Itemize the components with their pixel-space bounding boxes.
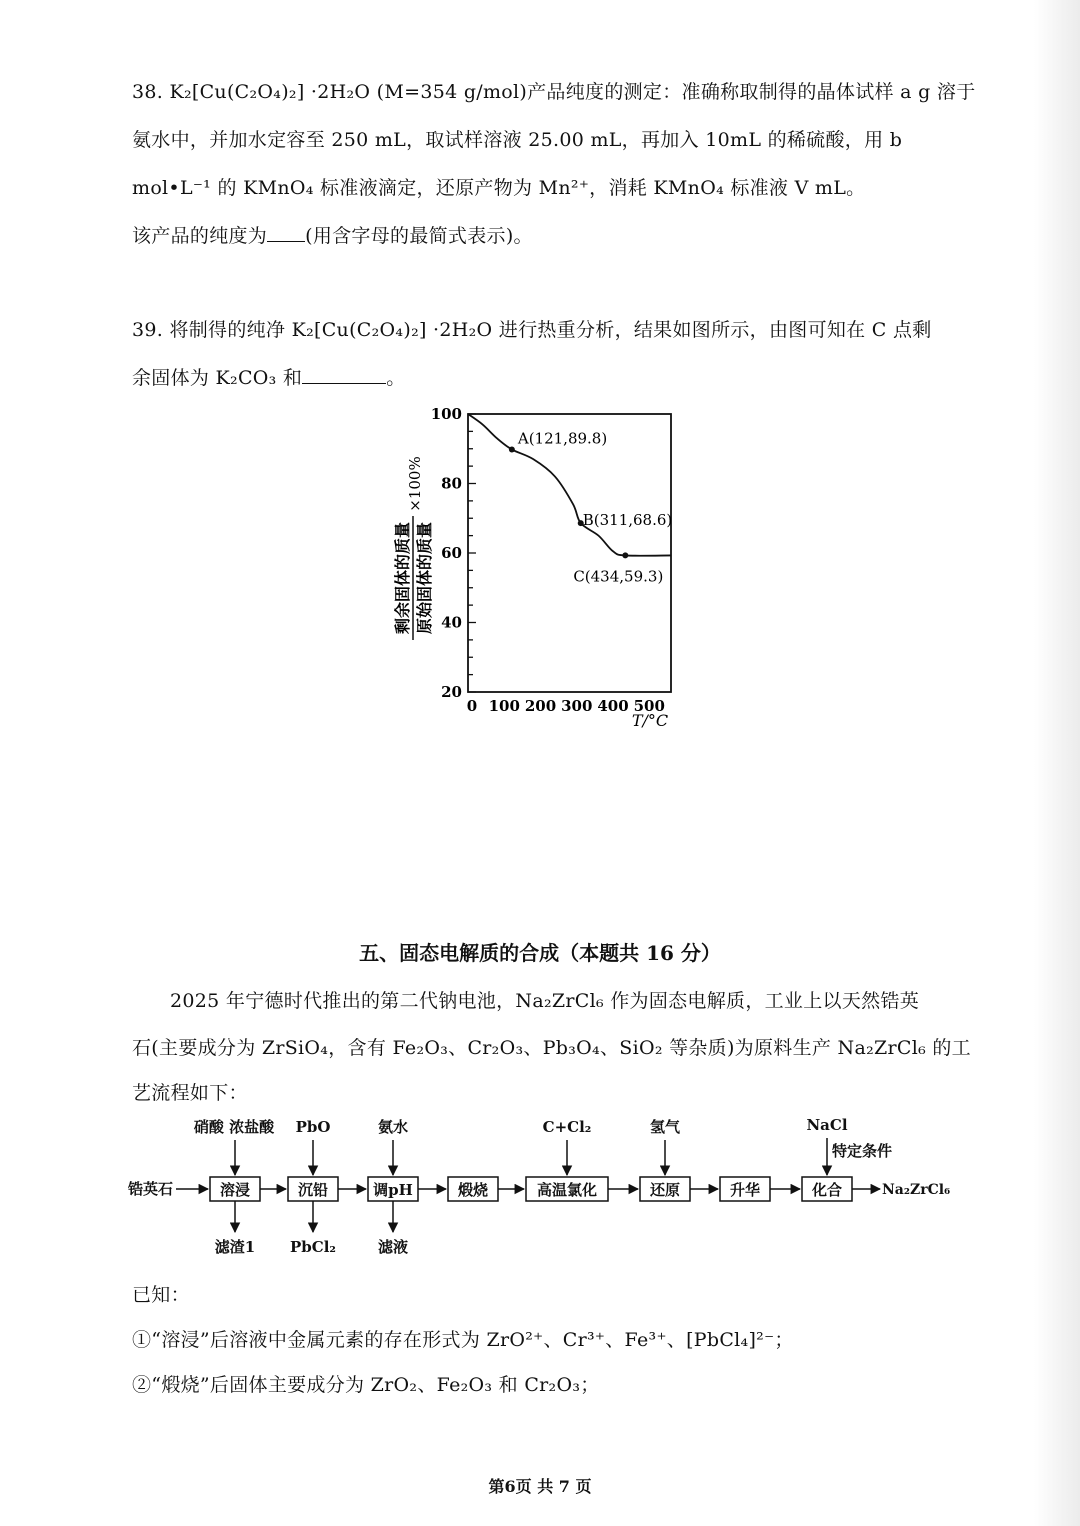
known-title: 已知： bbox=[132, 1284, 190, 1306]
output-pbcl2: PbCl₂ bbox=[290, 1238, 336, 1256]
step-calcine: 煅烧 bbox=[457, 1181, 489, 1199]
step-reduce: 还原 bbox=[649, 1181, 681, 1199]
y-tick-label: 60 bbox=[441, 544, 462, 562]
y-tick-labels bbox=[431, 405, 462, 701]
q38-line3: mol•L⁻¹ 的 KMnO₄ 标准液滴定，还原产物为 Mn²⁺，消耗 KMnO₄ 标准液 V mL。 bbox=[132, 177, 866, 199]
known-2: ②“煅烧”后固体主要成分为 ZrO₂、Fe₂O₃ 和 Cr₂O₃； bbox=[132, 1374, 600, 1396]
x-tick-label: 0 bbox=[466, 697, 478, 715]
section5-intro2: 石(主要成分为 ZrSiO₄，含有 Fe₂O₃、Cr₂O₃、Pb₃O₄、SiO₂ 等杂质)为原料生产 Na₂ZrCl₆ 的工 bbox=[132, 1037, 971, 1059]
input-pbo: PbO bbox=[295, 1118, 331, 1136]
y-axis-label-suffix: ×100% bbox=[406, 456, 424, 512]
page-footer: 第6页 共 7 页 bbox=[488, 1477, 592, 1496]
input-acids: 硝酸 浓盐酸 bbox=[193, 1118, 275, 1136]
point-label: C(434,59.3) bbox=[573, 567, 664, 586]
input-nacl: NaCl bbox=[806, 1116, 848, 1134]
point-labels bbox=[517, 429, 672, 585]
flow-start: 锆英石 bbox=[128, 1180, 174, 1198]
y-tick-label: 80 bbox=[441, 474, 462, 493]
thermogravimetric-chart bbox=[380, 400, 700, 740]
q38-line4 bbox=[132, 221, 533, 248]
q39-line2 bbox=[132, 363, 406, 390]
x-tick-label: 400 bbox=[597, 697, 629, 715]
output-residue1: 滤渣1 bbox=[214, 1238, 256, 1256]
step-lead-precip: 沉铅 bbox=[297, 1181, 329, 1199]
step-chlorinate: 高温氯化 bbox=[536, 1181, 598, 1199]
section5-heading: 五、固态电解质的合成（本题共 16 分） bbox=[359, 941, 721, 965]
data-point bbox=[622, 552, 628, 558]
q39-line2-a: 余固体为 K₂CO₃ 和 bbox=[132, 367, 303, 389]
x-axis-label: T/°C bbox=[631, 711, 669, 730]
flow-product: Na₂ZrCl₆ bbox=[882, 1182, 951, 1198]
x-tick-label: 300 bbox=[561, 697, 593, 715]
chart-frame bbox=[468, 414, 671, 692]
chart-ticks bbox=[468, 414, 476, 692]
input-ammonia: 氨水 bbox=[377, 1118, 409, 1136]
q39-line1: 39. 将制得的纯净 K₂[Cu(C₂O₄)₂] ·2H₂O 进行热重分析，结果如图所示，由图可知在 C 点剩 bbox=[132, 319, 932, 341]
data-point bbox=[509, 446, 515, 452]
q39-line2-b: 。 bbox=[386, 367, 406, 389]
x-tick-label: 500 bbox=[633, 697, 665, 715]
y-tick-label: 20 bbox=[441, 683, 462, 701]
page-edge-shadow bbox=[1034, 0, 1080, 1526]
known-1: ①“溶浸”后溶液中金属元素的存在形式为 ZrO²⁺、Cr³⁺、Fe³⁺、[PbCl₄]²⁻； bbox=[132, 1329, 794, 1351]
x-tick-label: 200 bbox=[524, 697, 557, 715]
q38-line2: 氨水中，并加水定容至 250 mL，取试样溶液 25.00 mL，再加入 10mL 的稀硫酸，用 b bbox=[132, 129, 903, 151]
process-flow-diagram bbox=[120, 1112, 960, 1262]
section5-intro3: 艺流程如下： bbox=[132, 1082, 248, 1104]
input-condition: 特定条件 bbox=[832, 1142, 893, 1160]
q38-answer-blank[interactable] bbox=[267, 225, 305, 242]
point-label: B(311,68.6) bbox=[582, 511, 673, 530]
y-axis-label-denominator: 原始固体的质量 bbox=[415, 521, 434, 635]
x-tick-label: 100 bbox=[488, 697, 520, 715]
y-axis-label bbox=[393, 456, 434, 640]
q38-line4-a: 该产品的纯度为 bbox=[132, 225, 268, 247]
data-points bbox=[509, 446, 628, 558]
step-combine: 化合 bbox=[811, 1181, 843, 1199]
step-dissolve: 溶浸 bbox=[219, 1181, 251, 1199]
q38-line1: 38. K₂[Cu(C₂O₄)₂] ·2H₂O (M=354 g/mol)产品纯度的测定：准确称取制得的晶体试样 a g 溶于 bbox=[132, 81, 976, 103]
q39-answer-blank[interactable] bbox=[302, 367, 386, 384]
section5-intro1: 2025 年宁德时代推出的第二代钠电池，Na₂ZrCl₆ 作为固态电解质，工业上以天然锆英 bbox=[170, 990, 920, 1012]
output-filtrate: 滤液 bbox=[377, 1238, 409, 1256]
input-hydrogen: 氢气 bbox=[649, 1118, 681, 1136]
point-label: A(121,89.8) bbox=[517, 429, 608, 448]
step-adjust-ph: 调pH bbox=[373, 1181, 413, 1199]
y-tick-label: 40 bbox=[441, 613, 462, 632]
y-tick-label: 100 bbox=[430, 405, 462, 423]
step-sublime: 升华 bbox=[729, 1181, 761, 1199]
q38-line4-b: (用含字母的最简式表示)。 bbox=[305, 225, 533, 247]
input-c-cl2: C+Cl₂ bbox=[542, 1118, 592, 1136]
y-axis-label-numerator: 剩余固体的质量 bbox=[393, 521, 412, 635]
